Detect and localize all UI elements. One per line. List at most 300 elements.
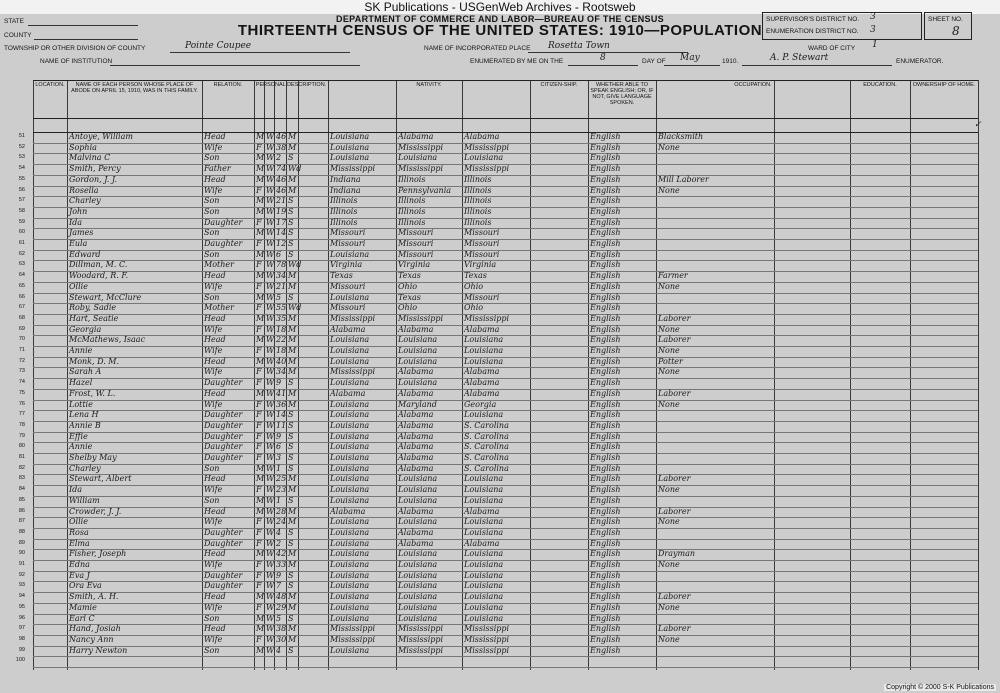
cell-occ: Laborer bbox=[658, 592, 691, 602]
cell-ms: M bbox=[288, 388, 297, 398]
cell-name: Eva J bbox=[69, 570, 90, 580]
row-number: 73 bbox=[18, 368, 25, 375]
cell-age: 38 bbox=[276, 142, 287, 152]
cell-name: Earl C bbox=[69, 613, 95, 623]
cell-birth: Illinois bbox=[330, 206, 358, 216]
cell-sex: M bbox=[256, 613, 265, 623]
cell-mother: Virginia bbox=[464, 260, 497, 270]
cell-ms: S bbox=[288, 570, 294, 580]
cell-name: Eula bbox=[69, 239, 88, 248]
cell-ms: M bbox=[288, 271, 297, 281]
cell-rel: Head bbox=[204, 506, 226, 516]
supervisor-label: SUPERVISOR'S DISTRICT NO. bbox=[766, 16, 860, 23]
cell-mother: Louisiana bbox=[464, 485, 504, 495]
row-number: 74 bbox=[18, 379, 25, 386]
row-number: 63 bbox=[18, 261, 25, 268]
cell-occ: None bbox=[658, 560, 680, 569]
cell-sex: F bbox=[256, 142, 262, 152]
day-of-label: DAY OF bbox=[642, 58, 666, 65]
cell-ms: M bbox=[288, 132, 297, 141]
cell-rel: Head bbox=[204, 474, 226, 484]
cell-lang: English bbox=[590, 431, 621, 441]
cell-sex: F bbox=[256, 378, 262, 388]
cell-sex: M bbox=[256, 645, 265, 655]
cell-occ: None bbox=[658, 485, 680, 495]
cell-name: Hazel bbox=[69, 378, 93, 388]
cell-rel: Son bbox=[204, 153, 220, 163]
cell-name: Stewart, McClure bbox=[69, 292, 142, 302]
row-number: 87 bbox=[18, 518, 25, 525]
cell-birth: Louisiana bbox=[330, 356, 370, 366]
cell-sex: F bbox=[256, 410, 262, 420]
cell-sex: M bbox=[256, 271, 265, 281]
cell-father: Alabama bbox=[398, 453, 434, 462]
cell-mother: Ohio bbox=[464, 303, 484, 313]
cell-father: Louisiana bbox=[398, 485, 438, 495]
cell-lang: English bbox=[590, 378, 621, 388]
cell-lang: English bbox=[590, 206, 621, 216]
row-number: 58 bbox=[18, 207, 25, 214]
cell-age: 7 bbox=[276, 581, 282, 591]
cell-age: 42 bbox=[276, 549, 287, 559]
cell-race: W bbox=[266, 346, 275, 355]
cell-father: Maryland bbox=[398, 399, 437, 409]
cell-ms: S bbox=[288, 495, 294, 505]
cell-occ: None bbox=[658, 142, 680, 152]
cell-ms: S bbox=[288, 249, 294, 259]
institution-line bbox=[110, 65, 360, 66]
cell-ms: M bbox=[288, 549, 297, 559]
cell-lang: English bbox=[590, 581, 621, 591]
cell-lang: English bbox=[590, 346, 621, 355]
cell-sex: M bbox=[256, 292, 265, 302]
cell-race: W bbox=[266, 335, 275, 345]
cell-father: Louisiana bbox=[398, 549, 438, 559]
row-number: 97 bbox=[18, 625, 25, 632]
cell-mother: Missouri bbox=[464, 292, 500, 302]
cell-lang: English bbox=[590, 420, 621, 430]
cell-age: 46 bbox=[276, 132, 287, 141]
cell-sex: M bbox=[256, 495, 265, 505]
cell-mother: Louisiana bbox=[464, 517, 504, 527]
row-number: 60 bbox=[18, 229, 25, 236]
cell-rel: Wife bbox=[204, 281, 223, 291]
cell-name: Annie bbox=[69, 346, 93, 355]
cell-rel: Daughter bbox=[204, 570, 243, 580]
row-number: 81 bbox=[18, 454, 25, 460]
month-line bbox=[664, 65, 720, 66]
cell-birth: Mississippi bbox=[330, 624, 376, 634]
cell-age: 14 bbox=[276, 228, 287, 238]
cell-sex: M bbox=[256, 388, 265, 398]
cell-age: 74 bbox=[276, 164, 287, 174]
cell-age: 12 bbox=[276, 239, 287, 248]
cell-father: Illinois bbox=[398, 196, 426, 206]
cell-age: 46 bbox=[276, 174, 287, 184]
cell-name: Elma bbox=[69, 538, 90, 548]
cell-name: Smith, Percy bbox=[69, 164, 121, 174]
cell-sex: M bbox=[256, 624, 265, 634]
cell-ms: S bbox=[288, 463, 294, 473]
column-rule bbox=[978, 80, 979, 670]
cell-occ: None bbox=[658, 185, 680, 195]
cell-race: W bbox=[266, 185, 275, 195]
sheet-label: SHEET NO. bbox=[928, 16, 963, 23]
cell-mother: Ohio bbox=[464, 281, 484, 291]
cell-rel: Head bbox=[204, 549, 226, 559]
cell-lang: English bbox=[590, 442, 621, 452]
cell-birth: Virginia bbox=[330, 260, 363, 270]
row-number: 59 bbox=[18, 218, 25, 225]
cell-rel: Daughter bbox=[204, 239, 243, 248]
cell-age: 35 bbox=[276, 313, 287, 323]
cell-father: Pennsylvania bbox=[398, 185, 452, 195]
row-number: 91 bbox=[18, 561, 25, 567]
cell-birth: Louisiana bbox=[330, 153, 370, 163]
cell-occ: Potter bbox=[658, 356, 683, 366]
cell-name: Ida bbox=[69, 485, 83, 495]
cell-father: Louisiana bbox=[398, 570, 438, 580]
enumerated-label: ENUMERATED BY ME ON THE bbox=[470, 58, 564, 65]
cell-mother: Louisiana bbox=[464, 570, 504, 580]
cell-rel: Son bbox=[204, 645, 220, 655]
cell-race: W bbox=[266, 581, 275, 591]
cell-race: W bbox=[266, 356, 275, 366]
cell-age: 34 bbox=[276, 271, 287, 281]
cell-name: James bbox=[69, 228, 94, 238]
cell-name: Harry Newton bbox=[69, 645, 128, 655]
cell-name: Antoye, William bbox=[69, 132, 133, 141]
cell-race: W bbox=[266, 239, 275, 248]
cell-rel: Head bbox=[204, 313, 226, 323]
row-number: 78 bbox=[18, 421, 25, 428]
cell-lang: English bbox=[590, 592, 621, 602]
cell-name: Gordon, J. J. bbox=[69, 174, 118, 184]
row-number: 71 bbox=[18, 347, 25, 353]
column-header-nativity: NATIVITY. bbox=[416, 82, 442, 88]
cell-birth: Louisiana bbox=[330, 431, 370, 441]
row-number: 56 bbox=[18, 186, 25, 193]
cell-ms: S bbox=[288, 228, 294, 238]
cell-lang: English bbox=[590, 367, 621, 377]
cell-age: 4 bbox=[276, 645, 282, 655]
cell-birth: Louisiana bbox=[330, 645, 370, 655]
cell-race: W bbox=[266, 196, 275, 206]
column-header-location: LOCATION. bbox=[35, 82, 65, 88]
cell-birth: Louisiana bbox=[330, 538, 370, 548]
margin-mark: ✓ bbox=[974, 120, 982, 130]
cell-lang: English bbox=[590, 645, 621, 655]
cell-ms: M bbox=[288, 313, 297, 323]
cell-ms: M bbox=[288, 560, 297, 569]
column-header-citizenship: CITIZEN-SHIP. bbox=[540, 82, 578, 88]
column-header-name: NAME OF EACH PERSON WHOSE PLACE OF ABODE ON APRIL 15, 1910, WAS IN THIS FAMILY. bbox=[71, 82, 198, 94]
cell-sex: M bbox=[256, 153, 265, 163]
row-number: 51 bbox=[18, 133, 25, 139]
cell-father: Alabama bbox=[398, 527, 434, 537]
cell-lang: English bbox=[590, 388, 621, 398]
cell-age: 46 bbox=[276, 185, 287, 195]
row-number: 89 bbox=[18, 539, 25, 546]
cell-birth: Indiana bbox=[330, 174, 361, 184]
cell-mother: Mississippi bbox=[464, 624, 510, 634]
cell-father: Mississippi bbox=[398, 164, 444, 174]
incorporated-label: NAME OF INCORPORATED PLACE bbox=[424, 45, 531, 52]
row-number: 90 bbox=[18, 550, 25, 557]
column-header-occupation: OCCUPATION. bbox=[734, 82, 772, 88]
cell-race: W bbox=[266, 153, 275, 163]
cell-birth: Louisiana bbox=[330, 560, 370, 569]
cell-rel: Wife bbox=[204, 346, 223, 355]
cell-race: W bbox=[266, 378, 275, 388]
cell-race: W bbox=[266, 367, 275, 377]
row-number: 83 bbox=[18, 475, 25, 482]
cell-lang: English bbox=[590, 560, 621, 569]
header-rule bbox=[33, 118, 978, 119]
ward-label: WARD OF CITY bbox=[808, 45, 856, 52]
cell-race: W bbox=[266, 474, 275, 484]
county-line bbox=[34, 39, 138, 40]
cell-race: W bbox=[266, 442, 275, 452]
cell-age: 17 bbox=[276, 217, 287, 227]
cell-race: W bbox=[266, 634, 275, 644]
cell-birth: Louisiana bbox=[330, 602, 370, 612]
row-number: 76 bbox=[18, 400, 25, 407]
cell-occ: Laborer bbox=[658, 624, 691, 634]
row-number: 95 bbox=[18, 603, 25, 610]
cell-birth: Louisiana bbox=[330, 613, 370, 623]
cell-race: W bbox=[266, 249, 275, 259]
cell-race: W bbox=[266, 388, 275, 398]
cell-name: Malvina C bbox=[69, 153, 111, 163]
cell-age: 23 bbox=[276, 485, 287, 495]
row-number: 86 bbox=[18, 507, 25, 514]
cell-birth: Louisiana bbox=[330, 249, 370, 259]
column-header-education: EDUCATION. bbox=[863, 82, 897, 88]
row-number: 77 bbox=[18, 411, 25, 418]
cell-father: Louisiana bbox=[398, 153, 438, 163]
state-line bbox=[28, 25, 138, 26]
cell-mother: S. Carolina bbox=[464, 453, 509, 462]
cell-age: 3 bbox=[276, 453, 282, 462]
enumeration-value: 3 bbox=[870, 25, 876, 35]
township-label: TOWNSHIP OR OTHER DIVISION OF COUNTY bbox=[4, 45, 146, 52]
cell-lang: English bbox=[590, 239, 621, 248]
cell-father: Alabama bbox=[398, 538, 434, 548]
cell-mother: S. Carolina bbox=[464, 420, 509, 430]
cell-father: Illinois bbox=[398, 206, 426, 216]
cell-race: W bbox=[266, 506, 275, 516]
cell-father: Mississippi bbox=[398, 313, 444, 323]
cell-father: Mississippi bbox=[398, 142, 444, 152]
cell-mother: Alabama bbox=[464, 378, 500, 388]
row-number: 75 bbox=[18, 389, 25, 396]
cell-sex: F bbox=[256, 517, 262, 527]
cell-lang: English bbox=[590, 271, 621, 281]
cell-ms: S bbox=[288, 410, 294, 420]
cell-sex: M bbox=[256, 356, 265, 366]
cell-ms: M bbox=[288, 346, 297, 355]
cell-mother: Illinois bbox=[464, 206, 492, 216]
cell-father: Missouri bbox=[398, 249, 434, 259]
cell-race: W bbox=[266, 420, 275, 430]
cell-rel: Wife bbox=[204, 324, 223, 334]
cell-lang: English bbox=[590, 495, 621, 505]
cell-age: 19 bbox=[276, 206, 287, 216]
cell-occ: None bbox=[658, 346, 680, 355]
cell-ms: S bbox=[288, 538, 294, 548]
cell-rel: Head bbox=[204, 174, 226, 184]
cell-ms: S bbox=[288, 645, 294, 655]
cell-mother: Illinois bbox=[464, 196, 492, 206]
cell-rel: Son bbox=[204, 249, 220, 259]
cell-rel: Wife bbox=[204, 367, 223, 377]
ward-value: 1 bbox=[872, 40, 878, 50]
row-number: 84 bbox=[18, 486, 25, 493]
cell-lang: English bbox=[590, 153, 621, 163]
cell-mother: S. Carolina bbox=[464, 442, 509, 452]
cell-birth: Louisiana bbox=[330, 453, 370, 462]
cell-ms: M bbox=[288, 335, 297, 345]
cell-race: W bbox=[266, 132, 275, 141]
cell-lang: English bbox=[590, 624, 621, 634]
cell-sex: M bbox=[256, 174, 265, 184]
row-number: 52 bbox=[18, 143, 25, 150]
cell-name: Edna bbox=[69, 560, 90, 569]
cell-lang: English bbox=[590, 196, 621, 206]
cell-name: Woodard, R. F. bbox=[69, 271, 129, 281]
cell-age: 40 bbox=[276, 356, 287, 366]
cell-sex: M bbox=[256, 164, 265, 174]
cell-lang: English bbox=[590, 313, 621, 323]
row-number: 96 bbox=[18, 614, 25, 621]
row-number: 98 bbox=[18, 635, 25, 642]
cell-age: 14 bbox=[276, 410, 287, 420]
cell-sex: F bbox=[256, 303, 262, 313]
cell-birth: Louisiana bbox=[330, 420, 370, 430]
header-rule bbox=[33, 80, 978, 81]
row-number: 80 bbox=[18, 443, 25, 450]
cell-occ: Laborer bbox=[658, 313, 691, 323]
cell-sex: F bbox=[256, 346, 262, 355]
cell-sex: F bbox=[256, 420, 262, 430]
cell-rel: Head bbox=[204, 335, 226, 345]
cell-name: Mamie bbox=[69, 602, 97, 612]
cell-name: Ida bbox=[69, 217, 83, 227]
cell-mother: Georgia bbox=[464, 399, 497, 409]
cell-mother: Mississippi bbox=[464, 645, 510, 655]
row-number: 64 bbox=[18, 272, 25, 279]
cell-birth: Louisiana bbox=[330, 570, 370, 580]
cell-age: 6 bbox=[276, 249, 282, 259]
cell-birth: Louisiana bbox=[330, 378, 370, 388]
cell-age: 2 bbox=[276, 153, 282, 163]
cell-father: Alabama bbox=[398, 463, 434, 473]
cell-mother: Illinois bbox=[464, 174, 492, 184]
cell-mother: Alabama bbox=[464, 538, 500, 548]
cell-name: Roby, Sadie bbox=[69, 303, 117, 313]
cell-lang: English bbox=[590, 164, 621, 174]
cell-birth: Louisiana bbox=[330, 142, 370, 152]
cell-birth: Louisiana bbox=[330, 474, 370, 484]
cell-ms: M bbox=[288, 399, 297, 409]
row-number: 57 bbox=[18, 197, 25, 204]
column-header-language: WHETHER ABLE TO SPEAK ENGLISH; OR, IF NOT, GIVE LANGUAGE SPOKEN. bbox=[590, 82, 654, 106]
cell-name: Sophia bbox=[69, 142, 97, 152]
cell-race: W bbox=[266, 281, 275, 291]
cell-birth: Louisiana bbox=[330, 485, 370, 495]
cell-lang: English bbox=[590, 228, 621, 238]
cell-rel: Daughter bbox=[204, 431, 243, 441]
cell-sex: M bbox=[256, 249, 265, 259]
cell-ms: S bbox=[288, 442, 294, 452]
cell-father: Louisiana bbox=[398, 613, 438, 623]
cell-father: Louisiana bbox=[398, 517, 438, 527]
day-value: 8 bbox=[600, 53, 606, 63]
cell-age: 11 bbox=[276, 420, 287, 430]
cell-age: 30 bbox=[276, 634, 287, 644]
cell-race: W bbox=[266, 164, 275, 174]
cell-name: Shelby May bbox=[69, 453, 117, 462]
cell-mother: Mississippi bbox=[464, 142, 510, 152]
row-number: 69 bbox=[18, 325, 25, 332]
cell-lang: English bbox=[590, 549, 621, 559]
cell-name: Ollie bbox=[69, 281, 88, 291]
cell-race: W bbox=[266, 517, 275, 527]
cell-race: W bbox=[266, 313, 275, 323]
cell-father: Mississippi bbox=[398, 624, 444, 634]
row-number: 70 bbox=[18, 336, 25, 343]
row-number: 55 bbox=[18, 175, 25, 182]
cell-age: 2 bbox=[276, 538, 282, 548]
row-number: 79 bbox=[18, 432, 25, 439]
enumerator-line bbox=[742, 65, 892, 66]
cell-age: 34 bbox=[276, 367, 287, 377]
row-number: 67 bbox=[18, 304, 25, 311]
cell-rel: Son bbox=[204, 463, 220, 473]
cell-rel: Daughter bbox=[204, 453, 243, 462]
cell-ms: M bbox=[288, 356, 297, 366]
copyright-notice: Copyright © 2000 S-K Publications bbox=[886, 684, 994, 691]
cell-sex: F bbox=[256, 634, 262, 644]
cell-rel: Head bbox=[204, 356, 226, 366]
cell-birth: Louisiana bbox=[330, 592, 370, 602]
cell-sex: F bbox=[256, 260, 262, 270]
cell-mother: Illinois bbox=[464, 185, 492, 195]
cell-father: Mississippi bbox=[398, 634, 444, 644]
cell-race: W bbox=[266, 538, 275, 548]
cell-sex: M bbox=[256, 206, 265, 216]
cell-mother: Illinois bbox=[464, 217, 492, 227]
cell-rel: Daughter bbox=[204, 527, 243, 537]
cell-father: Alabama bbox=[398, 420, 434, 430]
cell-birth: Louisiana bbox=[330, 581, 370, 591]
cell-rel: Mother bbox=[204, 260, 234, 270]
cell-rel: Daughter bbox=[204, 581, 243, 591]
column-header-ownership: OWNERSHIP OF HOME. bbox=[912, 82, 976, 88]
cell-sex: F bbox=[256, 239, 262, 248]
cell-ms: S bbox=[288, 581, 294, 591]
cell-race: W bbox=[266, 410, 275, 420]
cell-father: Alabama bbox=[398, 506, 434, 516]
place-value: Rosetta Town bbox=[548, 41, 610, 51]
row-number: 66 bbox=[18, 293, 25, 300]
cell-race: W bbox=[266, 142, 275, 152]
cell-name: Charley bbox=[69, 196, 101, 206]
cell-father: Mississippi bbox=[398, 645, 444, 655]
cell-father: Louisiana bbox=[398, 560, 438, 569]
cell-rel: Daughter bbox=[204, 378, 243, 388]
